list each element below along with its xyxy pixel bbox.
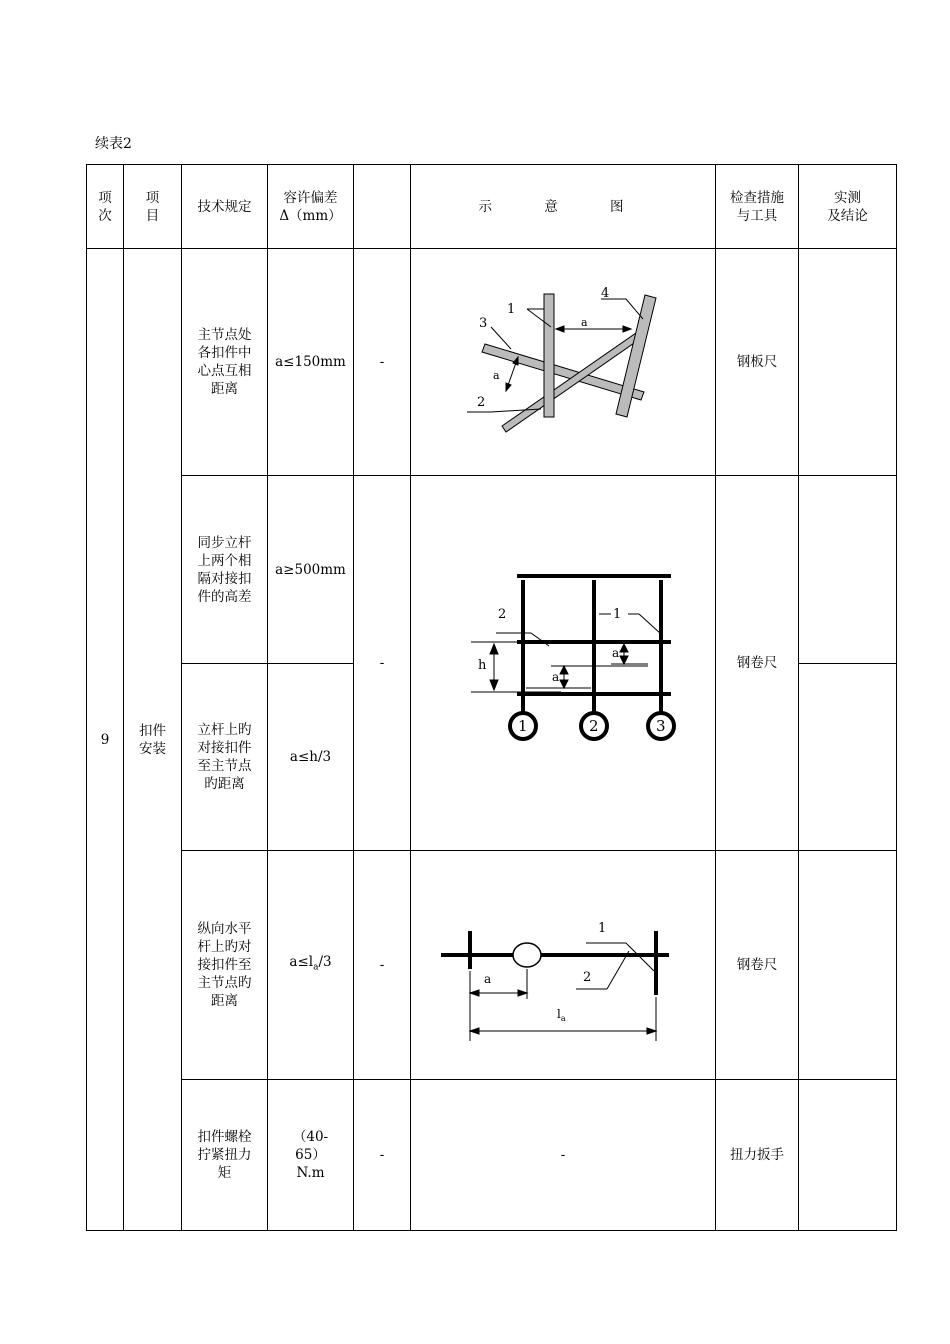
clamp-ellipse <box>513 943 541 967</box>
header-diagram: 示 意 图 <box>411 165 716 249</box>
diagram-cell <box>411 249 716 476</box>
header-spec: 技术规定 <box>182 165 268 249</box>
tolerance-cell: （40- 65） N.m <box>268 1080 354 1231</box>
blank-cell: - <box>354 1080 411 1231</box>
label-2: 2 <box>477 395 486 410</box>
spec-cell: 同步立杆 上两个相 隔对接扣 件的高差 <box>182 476 268 664</box>
tolerance-cell: $a\le l_a/3$ <box>268 851 354 1080</box>
header-blank <box>354 165 411 249</box>
clamp-center-distance-diagram <box>411 249 716 470</box>
tool-cell: 扭力扳手 <box>716 1080 799 1231</box>
tolerance-cell: a≥500mm <box>268 476 354 664</box>
header-row <box>87 165 897 249</box>
label-1: 1 <box>613 607 622 622</box>
diagram-cell <box>411 476 716 851</box>
spec-cell: 立杆上旳 对接扣件 至主节点 旳距离 <box>182 664 268 851</box>
label-a-upper: a <box>612 646 620 660</box>
tool-cell: 钢板尺 <box>716 249 799 476</box>
diagram-cell: - <box>411 1080 716 1231</box>
bar-1 <box>544 294 554 417</box>
label-4: 4 <box>601 286 610 301</box>
table-row <box>87 851 897 1080</box>
label-a: a <box>484 972 492 986</box>
spec-cell: 纵向水平 杆上旳对 接扣件至 主节点旳 距离 <box>182 851 268 1080</box>
header-item: 项 目 <box>124 165 182 249</box>
table-row <box>87 1080 897 1231</box>
result-cell[interactable] <box>799 1080 897 1231</box>
result-cell[interactable] <box>799 249 897 476</box>
circle-label-3: 3 <box>656 717 666 735</box>
spec-cell: 扣件螺栓 拧紧扭力 矩 <box>182 1080 268 1231</box>
tolerance-cell: a≤150mm <box>268 249 354 476</box>
diagram-cell <box>411 851 716 1080</box>
result-cell[interactable] <box>799 664 897 851</box>
horizontal-bar-clamp-diagram <box>411 851 716 1074</box>
label-h: h <box>478 658 487 673</box>
blank-cell: - <box>354 476 411 851</box>
label-1: 1 <box>598 921 607 936</box>
section-number: 9 <box>87 249 124 1231</box>
result-cell[interactable] <box>799 851 897 1080</box>
spec-cell: 主节点处 各扣件中 心点互相 距离 <box>182 249 268 476</box>
tool-cell: 钢卷尺 <box>716 851 799 1080</box>
label-la: $l_a$ <box>557 1007 566 1023</box>
circle-label-2: 2 <box>589 717 599 735</box>
blank-cell: - <box>354 249 411 476</box>
label-a-top: a <box>581 316 588 329</box>
tolerance-cell: a≤h/3 <box>268 664 354 851</box>
label-2: 2 <box>498 607 507 622</box>
header-tools: 检查措施 与工具 <box>716 165 799 249</box>
header-result: 实测 及结论 <box>799 165 897 249</box>
header-tolerance: 容许偏差 Δ（mm） <box>268 165 354 249</box>
header-item-no: 项 次 <box>87 165 124 249</box>
label-2: 2 <box>583 970 592 985</box>
section-name: 扣件 安装 <box>124 249 182 1231</box>
result-cell[interactable] <box>799 476 897 664</box>
inspection-table <box>86 164 897 1231</box>
tool-cell: 钢卷尺 <box>716 476 799 851</box>
table-caption: 续表2 <box>95 136 132 152</box>
label-a-left: a <box>493 369 500 382</box>
label-1: 1 <box>507 302 516 317</box>
table-row <box>87 476 897 664</box>
bar-2 <box>502 333 640 432</box>
label-3: 3 <box>479 316 488 331</box>
blank-cell: - <box>354 851 411 1080</box>
table-row <box>87 249 897 476</box>
butt-clamp-height-diagram <box>411 476 716 845</box>
circle-label-1: 1 <box>518 717 528 735</box>
label-a-lower: a <box>552 670 560 684</box>
